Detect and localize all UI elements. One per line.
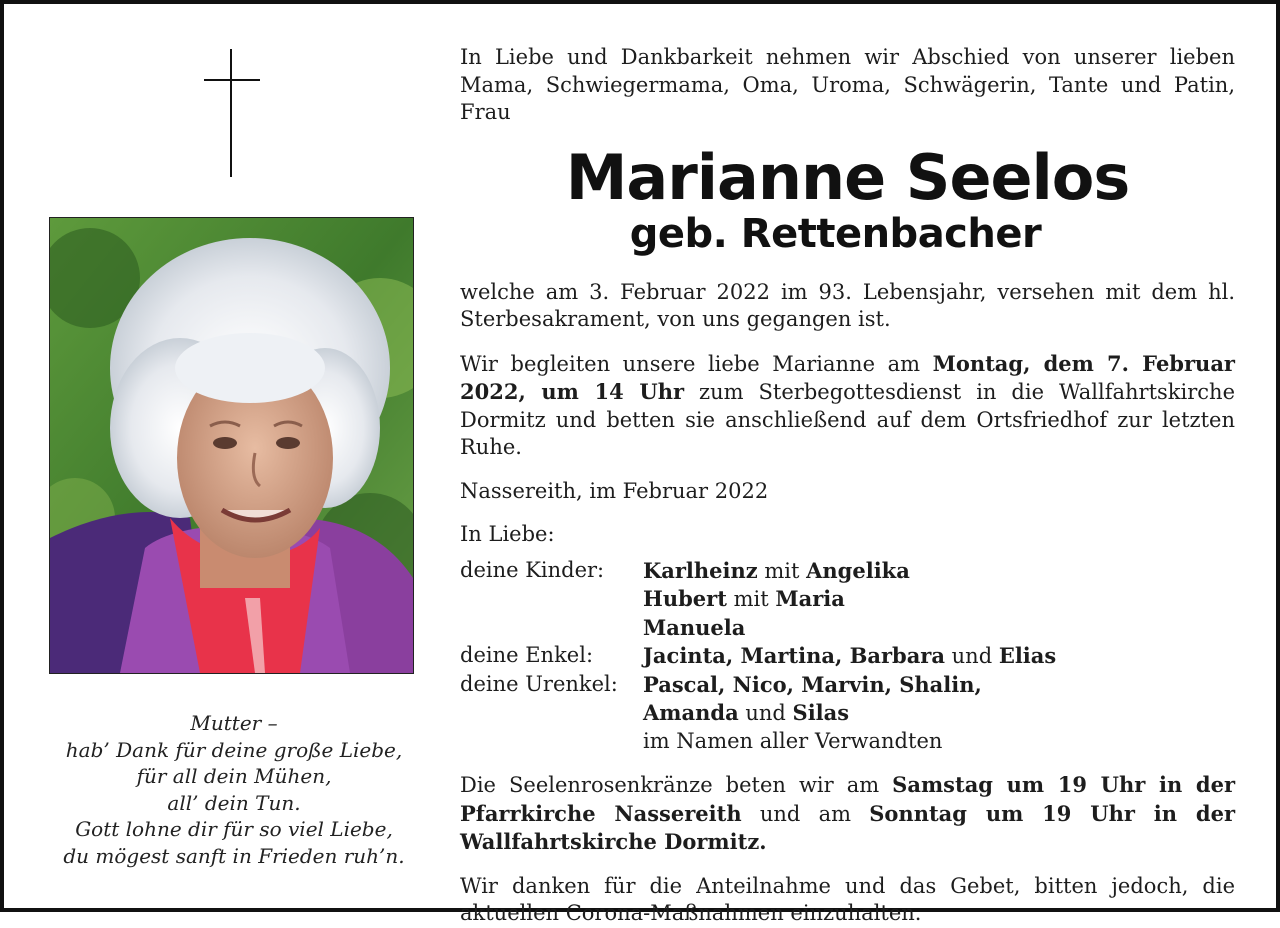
thanks-notice: Wir danken für die Anteilnahme und das Gebet, bitten jedoch, die aktuellen Corona-Maßnahmen einzuhalten. [460,873,1235,925]
funeral-date: Montag, dem 7. Februar 2022, um 14 Uhr [460,350,1235,404]
cross-icon [204,49,260,179]
great-grandchildren-row [460,671,1235,756]
birth-name: geb. Rettenbacher [629,210,1042,257]
deceased-name: Marianne Seelos [565,140,1130,214]
obituary-text [460,44,1235,928]
intro-paragraph [460,44,1235,127]
poem-line: für all dein Mühen, [136,764,332,788]
family-list [460,557,1235,756]
death-notice: welche am 3. Februar 2022 im 93. Lebensjahr, versehen mit dem hl. Sterbesakrament, von uns gegangen ist. [460,279,1235,331]
intro-line-2: Mama, Schwiegermama, Oma, Uroma, Schwägerin, Tante und Patin, [460,72,1235,97]
grandchildren-entry: Jacinta, Martina, Barbara und Elias [643,643,1057,668]
in-liebe-label: In Liebe: [460,522,555,546]
children-row [460,557,1235,643]
great-grandchildren-label: deine Urenkel: [460,671,618,696]
poem-line: Gott lohne dir für so viel Liebe, [75,817,393,841]
children-label: deine Kinder: [460,557,605,582]
rosary-text-mid: und am [741,801,870,826]
portrait-illustration [50,218,413,673]
memorial-poem [34,710,434,869]
funeral-notice [460,350,1235,462]
intro-line-1: In Liebe und Dankbarkeit nehmen wir Abschied von unserer lieben [460,45,1235,69]
place-date: Nassereith, im Februar 2022 [460,478,769,503]
portrait-photo [49,217,414,674]
great-grandchildren-entry: Pascal, Nico, Marvin, Shalin, [643,671,982,697]
funeral-text-post: zum Sterbegottesdienst in die Wallfahrtskirche Dormitz und betten sie anschließend auf dem Ortsfriedhof zur letzten Ruhe. [460,380,1235,459]
child-entry: Karlheinz mit Angelika [643,557,910,583]
grandchildren-row [460,642,1235,671]
great-grandchildren-entry: Amanda und Silas [643,700,850,725]
poem-line: Mutter – [190,711,278,735]
poem-line: all’ dein Tun. [167,790,301,815]
child-entry: Hubert mit Maria [643,586,845,611]
grandchildren-label: deine Enkel: [460,643,594,667]
poem-line: du mögest sanft in Frieden ruh’n. [63,843,405,868]
rosary-text-pre: Die Seelenrosenkränze beten wir am [460,773,893,797]
intro-line-3: Frau [460,100,511,124]
child-entry: Manuela [643,614,746,640]
relatives-entry: im Namen aller Verwandten [643,728,943,753]
rosary-saturday: Samstag um 19 Uhr in der Pfarrkirche Nassereith [460,772,1236,826]
rosary-notice [460,771,1235,857]
poem-line: hab’ Dank für deine große Liebe, [65,737,403,762]
rosary-sunday: Sonntag um 19 Uhr in der Wallfahrtskirche Dormitz. [460,800,1236,854]
funeral-text-pre: Wir begleiten unsere liebe Marianne am [460,351,933,376]
